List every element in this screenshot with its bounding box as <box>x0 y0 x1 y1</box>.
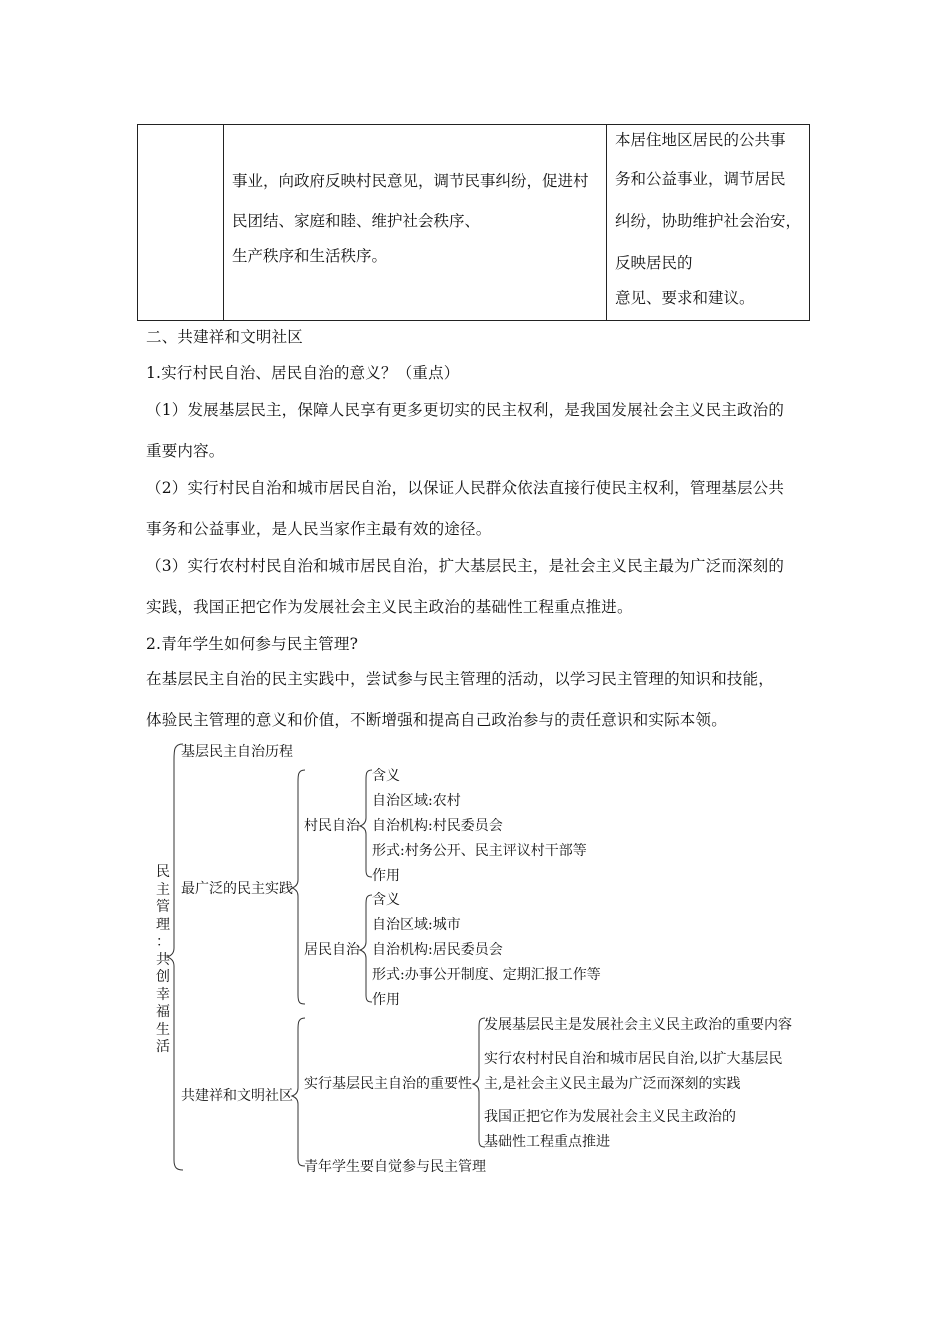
mindmap-node-importance: 实行基层民主自治的重要性 <box>304 1076 472 1092</box>
village-item: 自治区域:农村 <box>372 793 461 809</box>
table-right-line: 纠纷，协助维护社会治安， <box>615 212 802 230</box>
importance-item: 发展基层民主是发展社会主义民主政治的重要内容 <box>484 1017 792 1033</box>
paragraph-line: （1）发展基层民主，保障人民享有更多更切实的民主权利，是我国发展社会主义民主政治的 <box>146 401 785 419</box>
table-right-line: 反映居民的 <box>615 254 693 272</box>
importance-item: 实行农村村民自治和城市居民自治,以扩大基层民 <box>484 1051 783 1067</box>
table-right-line: 意见、要求和建议。 <box>615 289 755 307</box>
resident-item: 形式:办事公开制度、定期汇报工作等 <box>372 967 601 983</box>
village-item: 含义 <box>372 768 400 784</box>
mindmap-node-community: 共建祥和文明社区 <box>181 1088 293 1104</box>
mindmap-root-char: ： <box>156 934 170 950</box>
table-middle-line: 民团结、家庭和睦、维护社会秩序、 <box>232 212 481 230</box>
mindmap-node-resident: 居民自治 <box>304 942 360 958</box>
mindmap-root-char: 民 <box>156 864 170 880</box>
mindmap-root-char: 理 <box>156 916 170 933</box>
village-item: 形式:村务公开、民主评议村干部等 <box>372 843 587 859</box>
bracket-resident <box>360 895 372 1002</box>
mindmap-root-char: 生 <box>156 1021 170 1038</box>
resident-item: 作用 <box>372 992 400 1008</box>
table-right-line: 本居住地区居民的公共事 <box>615 131 786 149</box>
resident-item: 自治机构:居民委员会 <box>372 942 503 958</box>
mindmap-root <box>154 864 172 1057</box>
paragraph-line: （3）实行农村村民自治和城市居民自治，扩大基层民主，是社会主义民主最为广泛而深刻的 <box>146 557 785 575</box>
paragraph-line: 重要内容。 <box>146 442 225 460</box>
importance-item: 主,是社会主义民主最为广泛而深刻的实践 <box>484 1076 741 1092</box>
mindmap-root-char: 管 <box>156 899 170 915</box>
mindmap-node-youth: 青年学生要自觉参与民主管理 <box>304 1159 486 1175</box>
resident-item: 含义 <box>372 892 400 908</box>
mindmap-root-char: 幸 <box>156 986 170 1003</box>
paragraph-line: 体验民主管理的意义和价值，不断增强和提高自己政治参与的责任意识和实际本领。 <box>146 711 727 729</box>
paragraph-line: 实践，我国正把它作为发展社会主义民主政治的基础性工程重点推进。 <box>146 598 633 616</box>
section-title: 二、共建祥和文明社区 <box>146 328 304 346</box>
village-item: 作用 <box>372 868 400 884</box>
bracket-village <box>360 770 372 877</box>
mindmap-node-village: 村民自治 <box>304 818 360 834</box>
question-2: 2.青年学生如何参与民主管理? <box>146 635 359 653</box>
importance-item: 我国正把它作为发展社会主义民主政治的 <box>484 1109 736 1125</box>
resident-item: 自治区域:城市 <box>372 917 461 933</box>
paragraph-line: 事务和公益事业，是人民当家作主最有效的途径。 <box>146 520 492 538</box>
table-middle-line: 事业，向政府反映村民意见，调节民事纠纷，促进村 <box>232 172 589 190</box>
mindmap-node-history: 基层民主自治历程 <box>181 744 293 760</box>
bracket-practice <box>292 770 305 1004</box>
table-middle-line: 生产秩序和生活秩序。 <box>232 247 388 265</box>
mindmap-root-char: 创 <box>156 969 170 985</box>
importance-item: 基础性工程重点推进 <box>484 1134 610 1150</box>
mindmap-root-char: 共 <box>156 951 170 968</box>
table-right-line: 务和公益事业，调节居民 <box>615 170 786 188</box>
question-1: 1.实行村民自治、居民自治的意义？（重点） <box>146 364 460 382</box>
paragraph-line: 在基层民主自治的民主实践中，尝试参与民主管理的活动，以学习民主管理的知识和技能， <box>146 670 775 688</box>
mindmap-node-practice: 最广泛的民主实践 <box>181 881 293 897</box>
mindmap-root-char: 活 <box>156 1039 170 1055</box>
village-item: 自治机构:村民委员会 <box>372 818 503 834</box>
mindmap-root-char: 主 <box>156 881 170 898</box>
mindmap-root-char: 福 <box>156 1004 170 1020</box>
paragraph-line: （2）实行村民自治和城市居民自治，以保证人民群众依法直接行使民主权利，管理基层公共 <box>146 479 785 497</box>
